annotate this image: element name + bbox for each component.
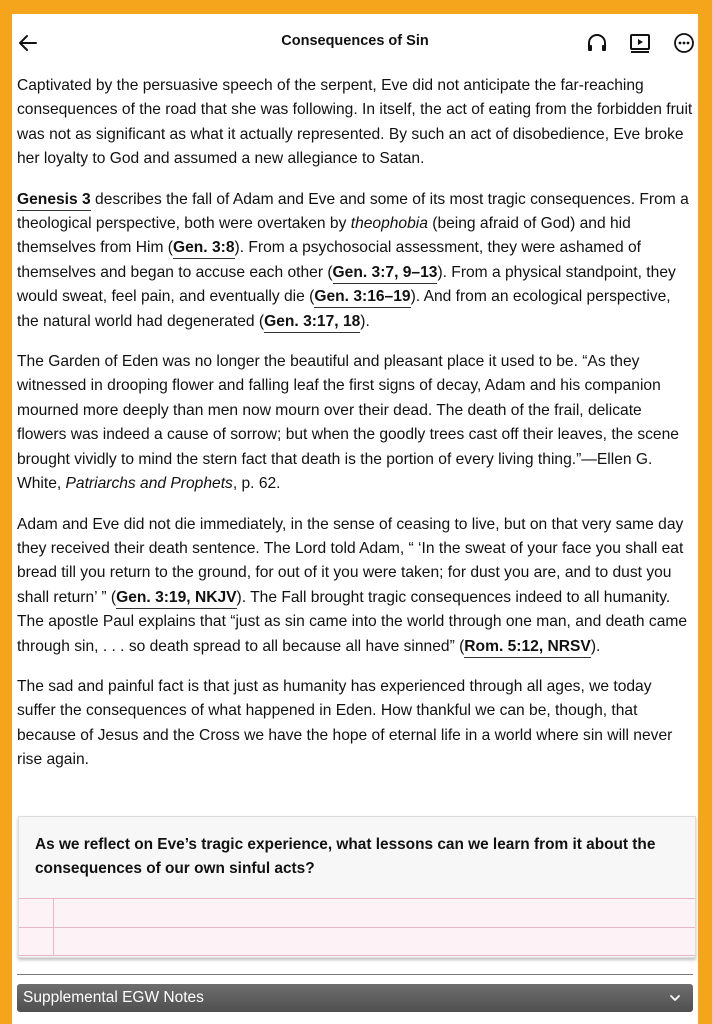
scripture-link-gen-3-8[interactable]: Gen. 3:8: [173, 239, 235, 259]
headphones-icon[interactable]: [585, 31, 609, 55]
paragraph-5: The sad and painful fact is that just as humanity has experienced through all ages, we today suffer the consequences of what happened in Eden. How thankful we can be, though, that because of Jesus and the Cross we have the hope of eternal life in a world where sin will never rise again.: [17, 677, 673, 769]
top-bar: [12, 14, 698, 72]
scripture-link-gen-3-19[interactable]: Gen. 3:19, NKJV: [116, 589, 236, 609]
chevron-down-icon: [667, 990, 683, 1006]
supplemental-label: Supplemental EGW Notes: [23, 989, 204, 1006]
discussion-question: As we reflect on Eve’s tragic experience, what lessons can we learn from it about the consequences of our own sinful acts?: [35, 836, 656, 877]
divider: [17, 974, 693, 975]
paragraph-2: Genesis 3 describes the fall of Adam and Eve and some of its most tragic consequences. From a theological perspective, both were overtaken by theophobia (being afraid of God) and hid themselves from Him (Gen. 3:8). From a psychosocial assessment, they were ashamed of themselves and began to accuse each other (Gen. 3:7, 9–13). From a physical standpoint, they would sweat, feel pain, and eventually die (Gen. 3:16–19). And from an ecological perspective, the natural world had degenerated (Gen. 3:17, 18).: [17, 188, 693, 334]
notes-input[interactable]: [19, 898, 695, 956]
scripture-link-genesis-3[interactable]: Genesis 3: [17, 191, 91, 211]
discussion-question-card: [18, 816, 696, 958]
scripture-link-gen-3-7[interactable]: Gen. 3:7, 9–13: [333, 264, 438, 284]
page-title: Consequences of Sin: [281, 33, 429, 49]
paragraph-4: Adam and Eve did not die immediately, in the sense of ceasing to live, but on that very same day they received their death sentence. The Lord told Adam, “ ‘In the sweat of your face you shall eat bread till you return to the ground, for out of it you were taken; for dust you are, and to dust you shall return’ ” (Gen. 3:19, NKJV). The Fall brought tragic consequences indeed to all humanity. The apostle Paul explains that “just as sin came into the world through one man, and death came through sin, . . . so death spread to all because all have sinned” (Rom. 5:12, NRSV).: [17, 513, 693, 659]
supplemental-egw-notes-toggle[interactable]: [17, 984, 693, 1012]
video-play-icon[interactable]: [628, 31, 652, 55]
app-frame: [12, 14, 698, 1024]
paragraph-1: Captivated by the persuasive speech of the serpent, Eve did not anticipate the far-reaching consequences of the road that she was following. In itself, the act of eating from the forbidden fruit was not as significant as what it actually represented. By such an act of disobedience, Eve broke her loyalty to God and assumed a new allegiance to Satan.: [17, 77, 693, 168]
scripture-link-rom-5-12[interactable]: Rom. 5:12, NRSV: [464, 638, 591, 658]
scripture-link-gen-3-17[interactable]: Gen. 3:17, 18: [264, 313, 360, 333]
more-icon[interactable]: [672, 31, 696, 55]
scripture-link-gen-3-16[interactable]: Gen. 3:16–19: [314, 288, 410, 308]
lesson-content: [17, 74, 693, 789]
paragraph-3: The Garden of Eden was no longer the beautiful and pleasant place it used to be. “As they witnessed in drooping flower and falling leaf the first signs of decay, Adam and his companion mourned more deeply than men now mourn over their dead. The death of the frail, delicate flowers was indeed a cause of sorrow; but when the goodly trees cast off their leaves, the scene brought vividly to mind the stern fact that death is the portion of every living thing.”—Ellen G. White, Patriarchs and Prophets, p. 62.: [17, 353, 679, 493]
